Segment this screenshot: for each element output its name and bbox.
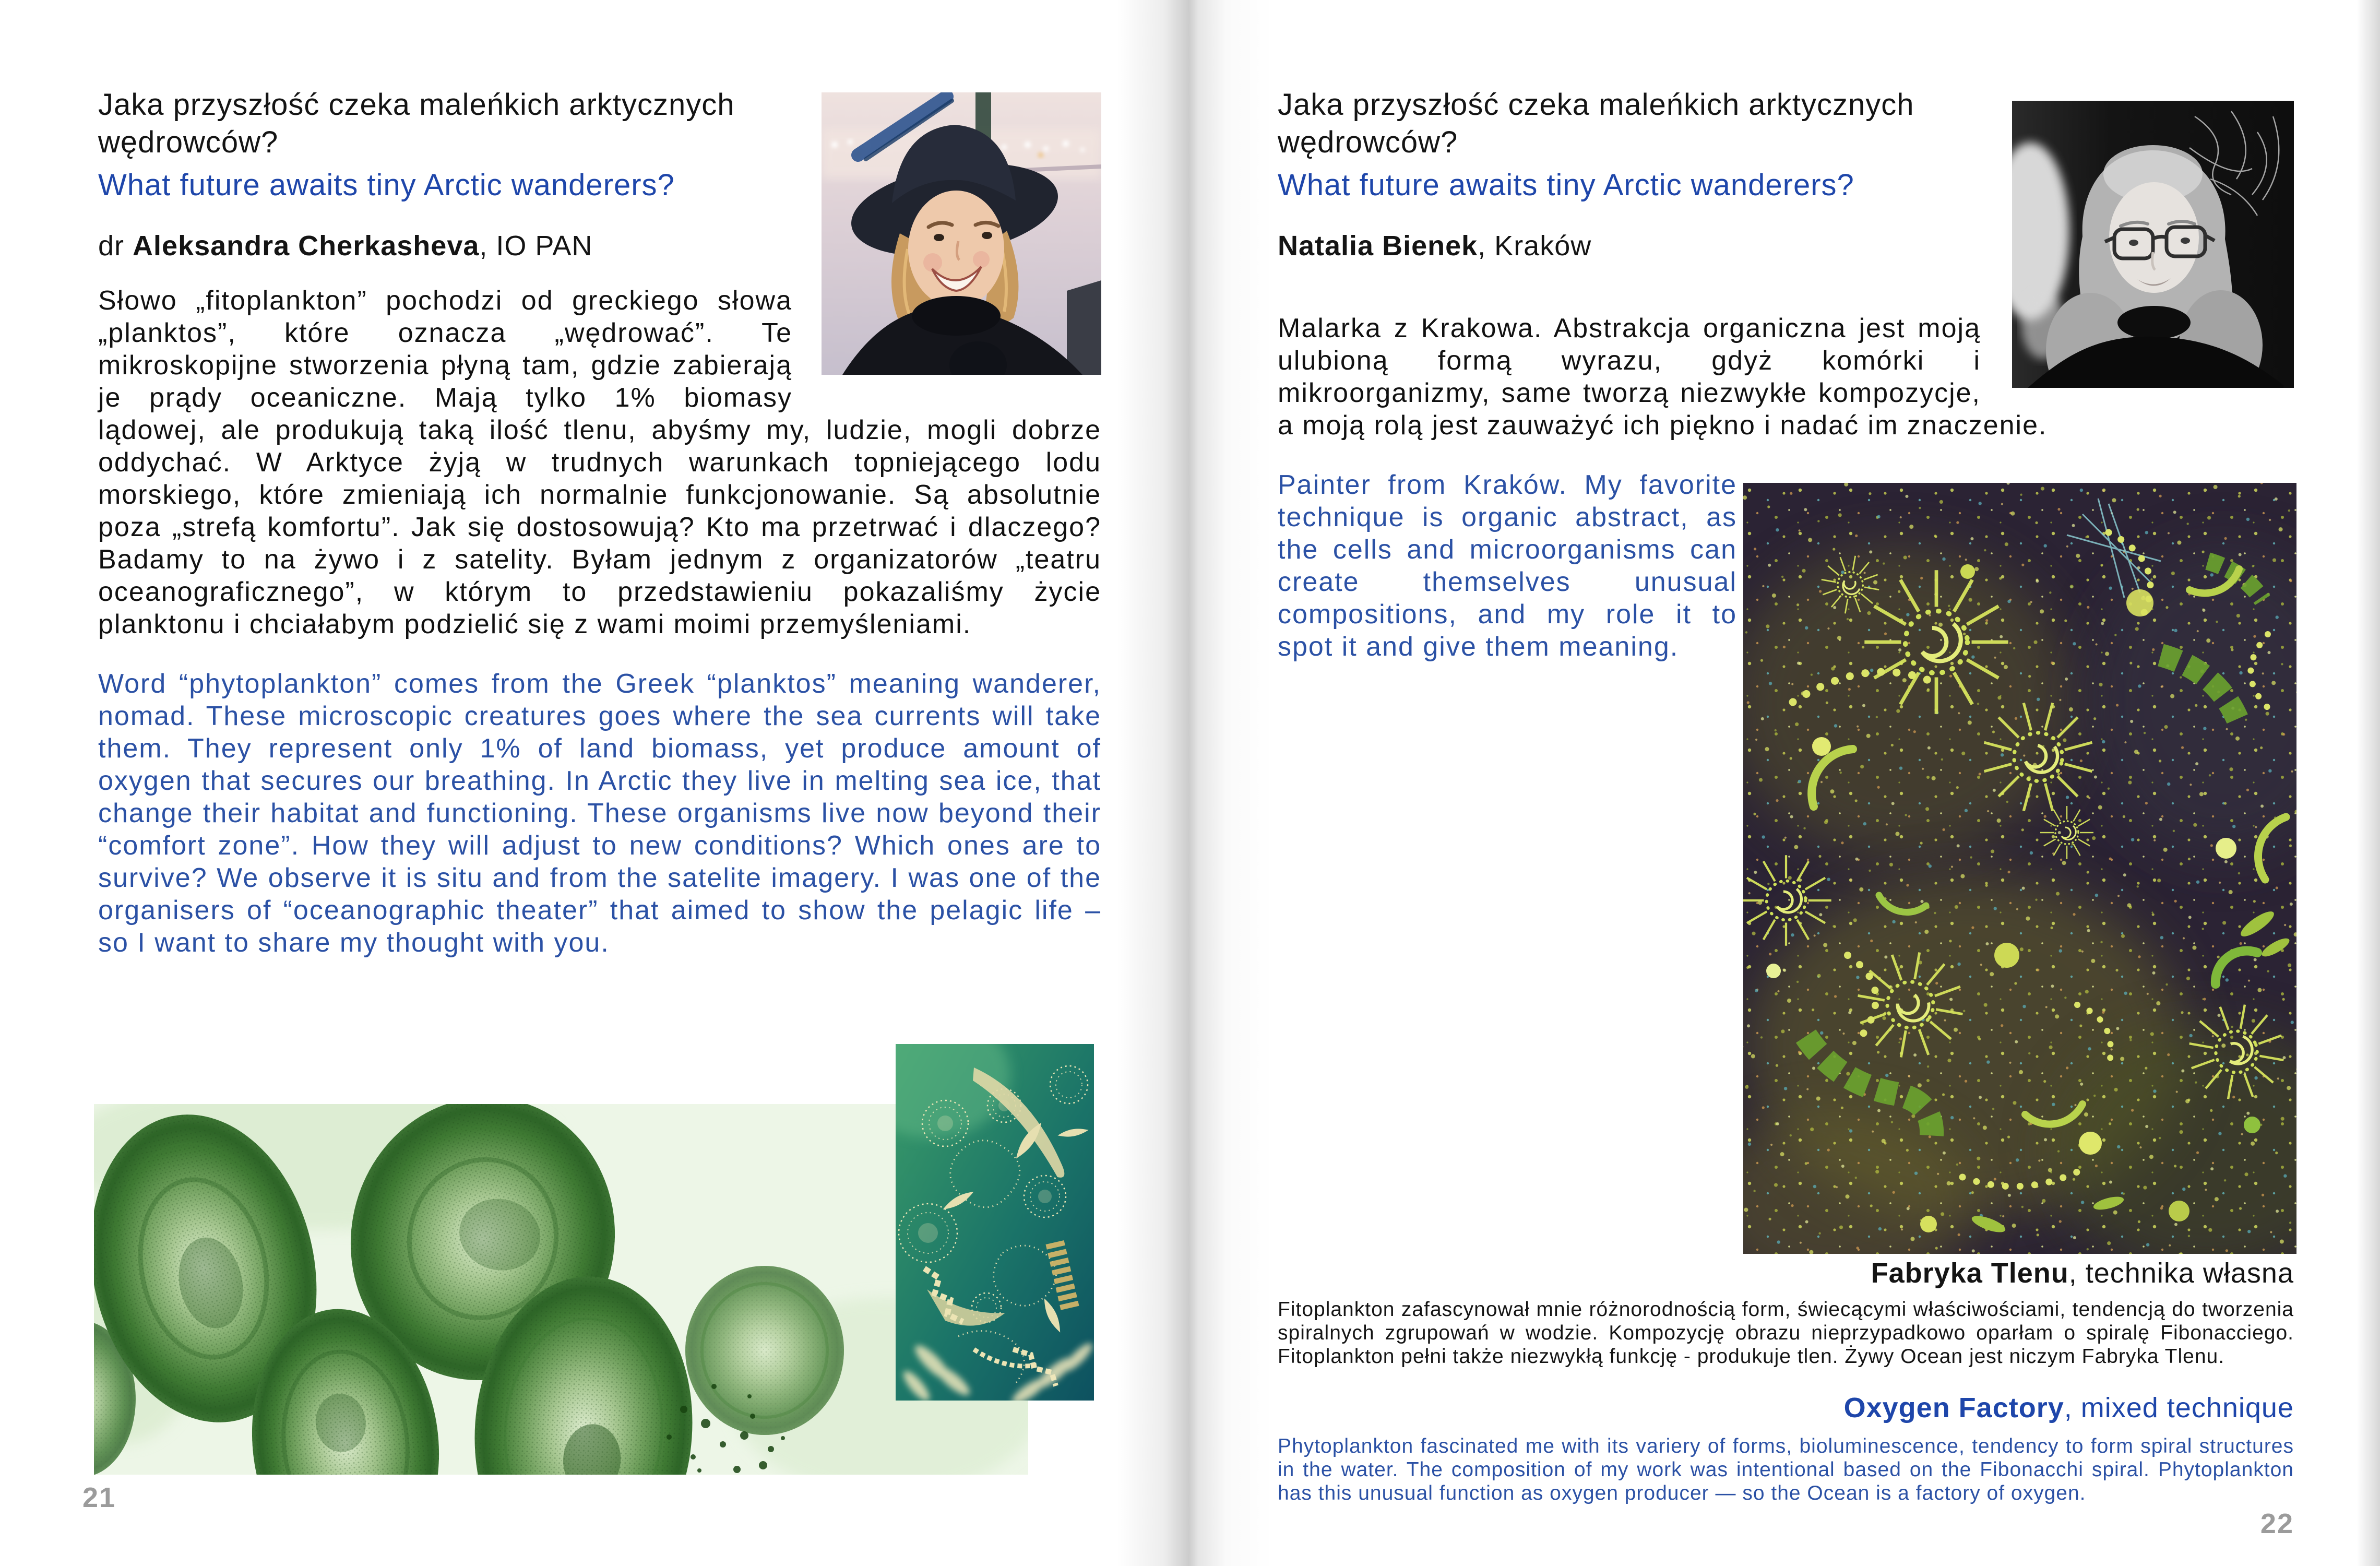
paragraph-english: Word “phytoplankton” comes from the Greek “planktos” meaning wanderer, nomad. These microscopic creatures goes where the sea currents will take them. They represent only 1% of land biomass, yet produce amount of oxygen that secures our breathing. In Arctic they live in melting sea ice, that change their habitat and functioning. These organisms live now beyond their “comfort zone”. How they will adjust to new conditions? Which ones are to survive? We observe it is situ and from the satelite imagery. I was one of the organisers of “oceanographic theater” that aimed to show the pelagic life – so I want to share my thought with you. — [98, 669, 1101, 958]
author-location: , Kraków — [1478, 230, 1592, 262]
artwork-title-polish: Fabryka Tlenu — [1871, 1257, 2069, 1289]
microscopy-image-cyanobacteria — [94, 1104, 1028, 1475]
artwork-description-english: Phytoplankton fascinated me with its variery of forms, bioluminescence, tendency to form spiral structures in the water. The composition of my work was intentional based on the Fibonacchi spiral. Phytoplankton has this unusual function as oxygen producer — so the Ocean is a factory of oxygen. — [1278, 1435, 2294, 1504]
page-number-left: 21 — [82, 1482, 116, 1513]
author-affiliation: , IO PAN — [479, 230, 593, 262]
caption-english-title — [1278, 1391, 2294, 1425]
page-title-polish: Jaka przyszłość czeka maleńkich arktycznych wędrowców? — [98, 88, 735, 159]
abstract-painting-graphic — [1743, 483, 2296, 1254]
caption-polish-title — [1278, 1256, 2294, 1290]
paragraph-english: Painter from Kraków. My favorite technique is organic abstract, as the cells and microorganisms can create themselves unusual compositions, and my role it to spot it and give them meaning. — [1278, 470, 1737, 662]
author-name: Natalia Bienek — [1278, 230, 1478, 262]
page-number-right: 22 — [2260, 1508, 2294, 1539]
paragraph-polish: Słowo „fitoplankton” pochodzi od greckiego słowa „planktos”, które oznacza „wędrować”. Te mikroskopijne stworzenia płyną tam, gdzie zabierają je prądy oceaniczne. Mają tylko 1% biomasy lądowej, ale produkują taką ilość tlenu, abyśmy my, ludzie, mogli dobrze oddychać. W Arktyce żyją w trudnych warunkach topniejącego lodu morskiego, które zmieniają ich normalnie funkcjonowanie. Są absolutnie poza „strefą komfortu”. Jak się dostosowują? Kto ma przetrwać i dlaczego? Badamy to na żywo i z satelity. Byłam jednym z organizatorów „teatru oceanograficznego”, w którym to przedstawieniu pokazaliśmy życie planktonu i chciałabym podzielić się z wami moimi przemyśleniami. — [98, 286, 1101, 639]
portrait-photo-aleksandra-graphic — [822, 92, 1101, 375]
plankton-illustration-graphic — [896, 1044, 1094, 1401]
page-title-english: What future awaits tiny Arctic wanderers? — [98, 168, 675, 202]
artwork-technique-polish: , technika własna — [2068, 1257, 2294, 1289]
page-right — [1190, 0, 2380, 1566]
microscopy-image-graphic — [94, 1104, 1028, 1475]
artwork-technique-english: , mixed technique — [2064, 1392, 2294, 1423]
artwork-description-polish: Fitoplankton zafascynował mnie różnorodnością form, świecącymi właściwościami, tendencją do tworzenia spiralnych zgrupowań w wodzie. Kompozycję obrazu nieprzypadkowo oparłam o spiralę Fibonacciego. Fitoplankton pełni także niezwykłą funkcję - produkuje tlen. Żywy Ocean jest niczym Fabryka Tlenu. — [1278, 1298, 2294, 1368]
paragraph-polish: Malarka z Krakowa. Abstrakcja organiczna jest moją ulubioną formą wyrazu, gdyż komórki i mikroorganizmy, same tworzą niezwykłe kompozycje, a moją rolą jest zauważyć ich piękno i nadać im znaczenie. — [1278, 313, 2048, 441]
plankton-illustration — [896, 1044, 1094, 1401]
portrait-photo-natalia-graphic — [2012, 101, 2294, 388]
portrait-photo-aleksandra — [822, 92, 1101, 375]
page-title-english: What future awaits tiny Arctic wanderers? — [1278, 168, 1854, 202]
artwork-title-english: Oxygen Factory — [1843, 1392, 2064, 1423]
author-name: Aleksandra Cherkasheva — [133, 230, 480, 262]
page-title-polish: Jaka przyszłość czeka maleńkich arktycznych wędrowców? — [1278, 88, 1914, 159]
page-left-content — [0, 0, 1190, 959]
portrait-photo-natalia — [2012, 101, 2294, 388]
abstract-painting-oxygen-factory — [1743, 483, 2296, 1254]
author-prefix: dr — [98, 230, 133, 262]
